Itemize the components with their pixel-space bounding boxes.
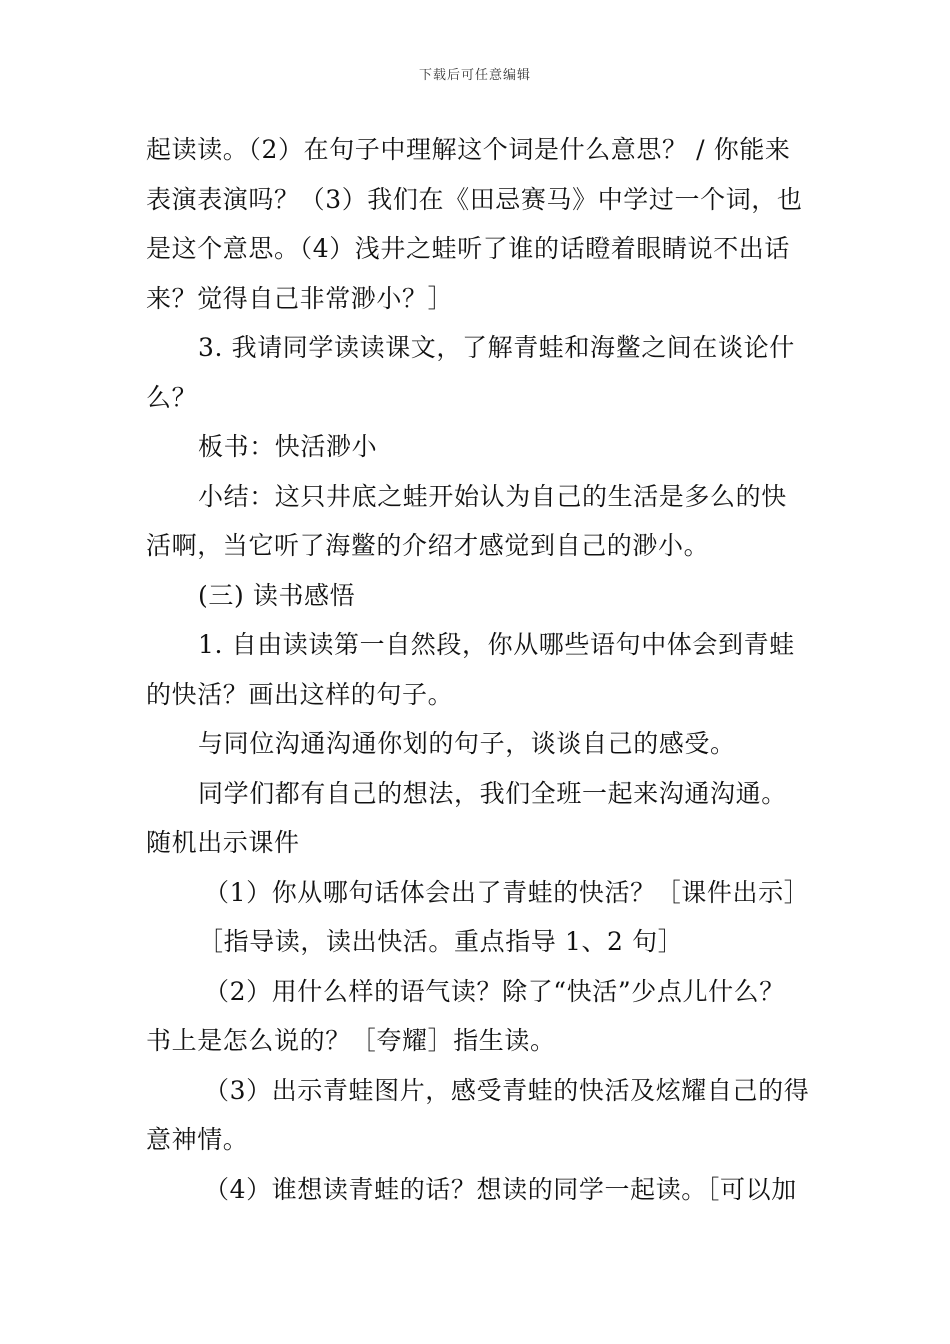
text-line-21: 意神情。: [146, 1125, 249, 1154]
text-line-18: （2）用什么样的语气读？除了“快活”少点儿什么？: [204, 976, 785, 1006]
text-line-15: 随机出示课件: [146, 828, 300, 857]
document-body: [146, 125, 810, 1214]
text-line-22: （4）谁想读青蛙的话？想读的同学一起读。［可以加: [204, 1174, 797, 1204]
text-line-1: 起读读。（2）在句子中理解这个词是什么意思？ / 你能来: [146, 135, 791, 164]
text-line-12: 的快活？画出这样的句子。: [146, 679, 454, 709]
text-line-19: 书上是怎么说的？［夸耀］指生读。: [146, 1026, 556, 1055]
text-line-5: 3. 我请同学读读课文，了解青蛙和海鳖之间在谈论什: [198, 333, 795, 362]
text-line-7: 板书：快活渺小: [198, 432, 378, 461]
text-line-11: 1. 自由读读第一自然段，你从哪些语句中体会到青蛙: [198, 630, 795, 659]
text-line-2: 表演表演吗？（3）我们在《田忌赛马》中学过一个词，也: [146, 184, 803, 214]
text-line-16: （1）你从哪句话体会出了青蛙的快活？［课件出示］: [204, 877, 810, 907]
page-header: 下载后可任意编辑: [418, 68, 531, 83]
text-line-20: （3）出示青蛙图片，感受青蛙的快活及炫耀自己的得: [204, 1075, 810, 1105]
text-line-9: 活啊，当它听了海鳖的介绍才感觉到自己的渺小。: [146, 531, 710, 560]
text-line-3: 是这个意思。（4）浅井之蛙听了谁的话瞪着眼睛说不出话: [146, 234, 791, 263]
text-line-10: (三) 读书感悟: [198, 580, 356, 610]
text-line-14: 同学们都有自己的想法，我们全班一起来沟通沟通。: [198, 778, 787, 808]
text-line-8: 小结：这只井底之蛙开始认为自己的生活是多么的快: [198, 481, 787, 511]
text-line-17: ［指导读，读出快活。重点指导 1、2 句］: [198, 927, 684, 956]
text-line-4: 来？觉得自己非常渺小？］: [146, 283, 454, 313]
text-line-6: 么？: [146, 382, 198, 412]
text-line-13: 与同位沟通沟通你划的句子，谈谈自己的感受。: [198, 729, 736, 758]
